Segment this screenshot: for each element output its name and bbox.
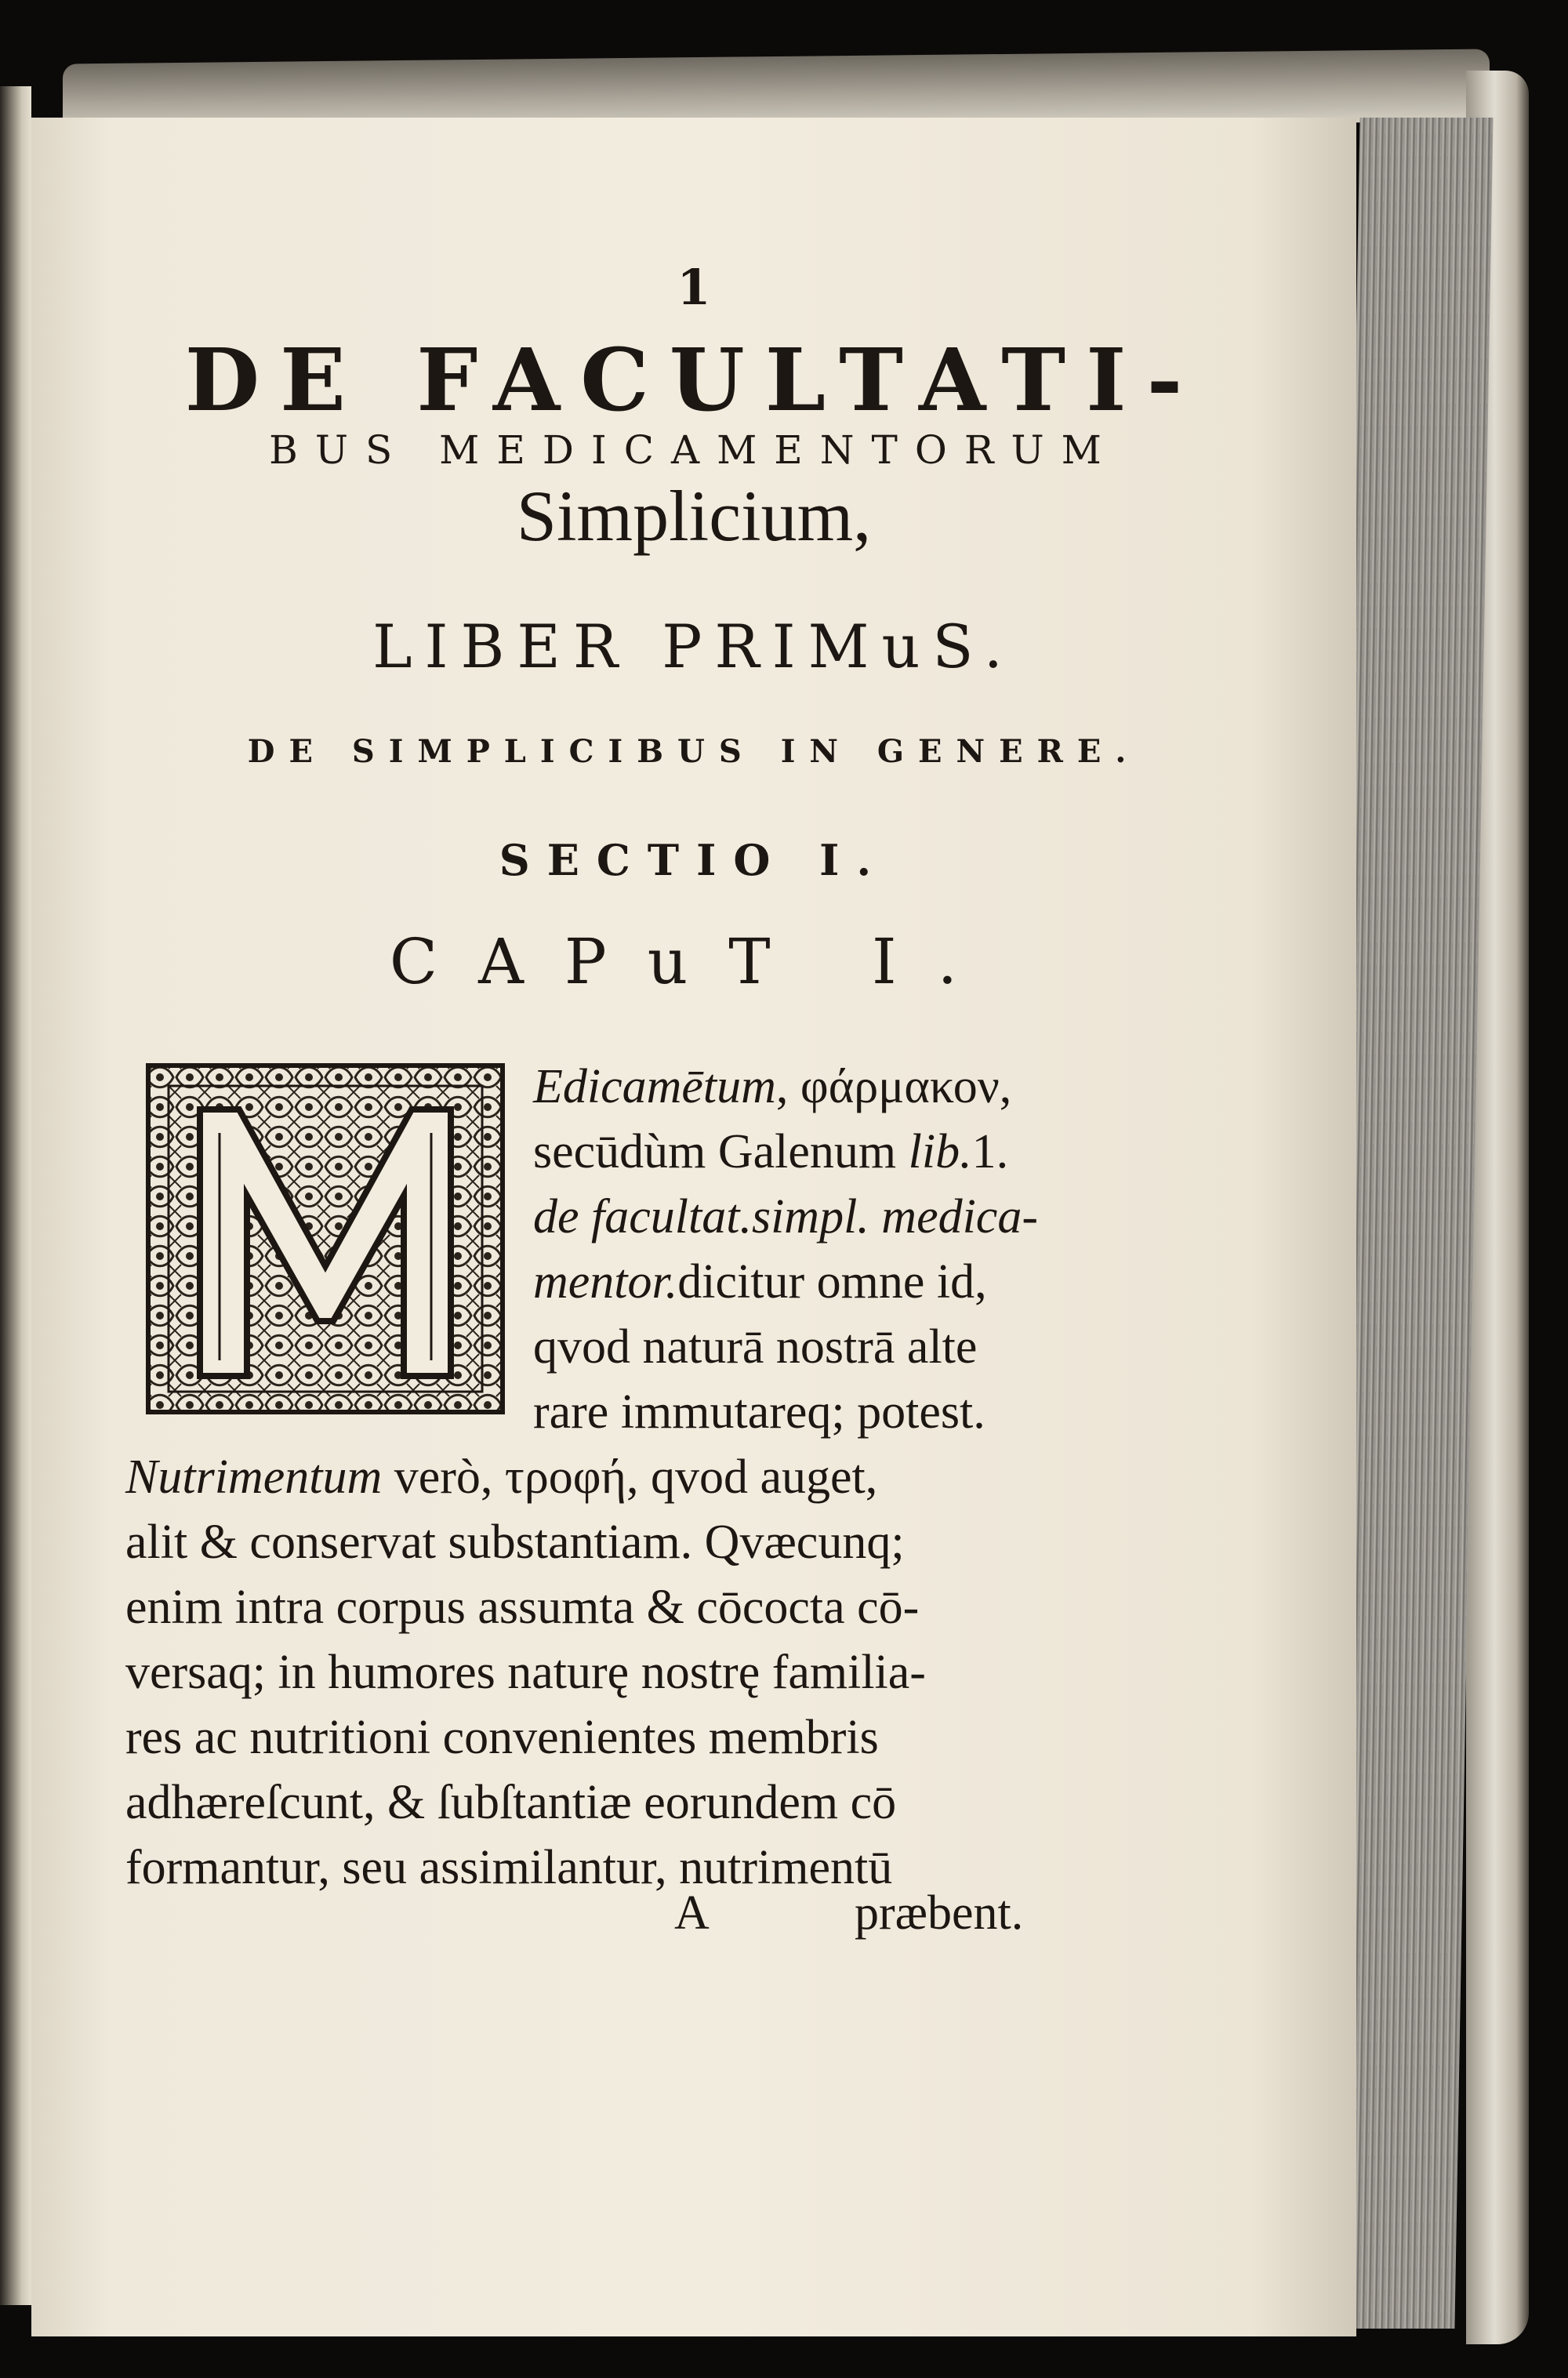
sectio-heading: SECTIO I. — [499, 835, 889, 885]
liber-heading: LIBER PRIMuS. — [372, 612, 1015, 681]
text-segment: alit & conservat substantiam. Qvæcunq; — [125, 1516, 905, 1569]
text-segment: de facultat.simpl. medica- — [533, 1190, 1038, 1243]
page-number: 1 — [677, 259, 711, 316]
text-line — [533, 1250, 1082, 1315]
text-segment: lib. — [908, 1125, 972, 1178]
text-segment: Nutrimentum — [125, 1450, 394, 1504]
signature-mark: A — [674, 1886, 710, 1940]
section-subtitle: DE SIMPLICIBUS IN GENERE. — [247, 733, 1141, 770]
text-segment: verò, τροφή, qvod auget, — [394, 1450, 878, 1504]
title-line-2: BUS MEDICAMENTORUM — [269, 427, 1119, 473]
text-segment: secūdùm Galenum — [533, 1125, 909, 1178]
text-line — [125, 1770, 1082, 1835]
text-segment: adhæreſcunt, & ſubſtantiæ eorundem cō — [125, 1776, 897, 1829]
catchword: præbent. — [855, 1886, 1024, 1940]
text-segment: qvod naturā nostrā alte — [533, 1320, 978, 1374]
text-segment: versaq; in humores naturę nostrę familia- — [125, 1646, 926, 1699]
text-segment: dicitur omne id, — [677, 1255, 987, 1309]
paragraph-right-of-initial — [533, 1055, 1082, 1445]
text-line — [533, 1185, 1082, 1250]
title-line-3: Simplicium, — [516, 476, 872, 556]
text-segment: mentor. — [533, 1255, 678, 1309]
text-line — [533, 1315, 1082, 1380]
text-segment: Edicamētum — [533, 1060, 776, 1113]
text-segment: formantur, seu assimilantur, nutrimentū — [125, 1841, 893, 1894]
text-line — [125, 1445, 1082, 1510]
text-line — [125, 1640, 1082, 1705]
text-segment: , φάρμακον, — [775, 1060, 1012, 1113]
text-line — [533, 1120, 1082, 1185]
text-line — [533, 1055, 1082, 1120]
text-segment: 1. — [971, 1125, 1009, 1178]
text-line — [125, 1705, 1082, 1770]
caput-heading: CAPuT I. — [389, 925, 999, 998]
text-line — [125, 1510, 1082, 1575]
text-segment: enim intra corpus assumta & cōcocta cō- — [125, 1581, 920, 1634]
text-segment: rare immutareq; potest. — [533, 1385, 985, 1439]
decorated-initial-art — [145, 1062, 506, 1415]
decorated-initial — [145, 1062, 506, 1415]
text-line — [533, 1380, 1082, 1445]
text-segment: res ac nutritioni convenientes membris — [125, 1711, 879, 1764]
book-spine-edge — [0, 86, 31, 2305]
paragraph-body — [125, 1445, 1082, 1901]
text-line — [125, 1575, 1082, 1640]
title-line-1: DE FACULTATI- — [184, 329, 1203, 430]
